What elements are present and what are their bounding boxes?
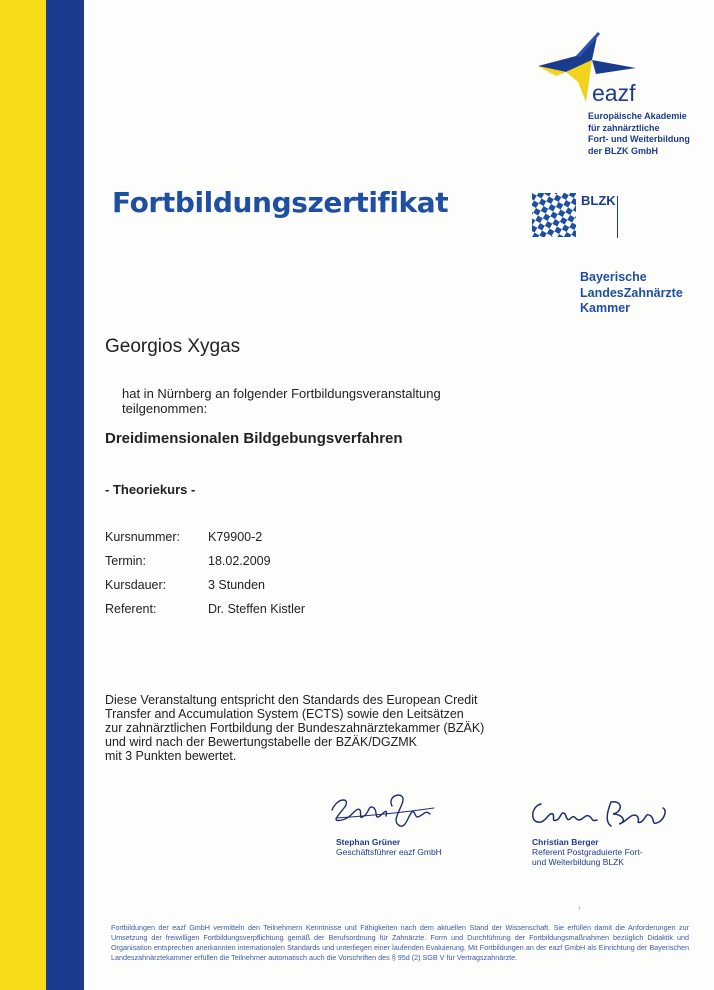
signer-name: Stephan Grüner (336, 837, 401, 847)
ects-statement: Diese Veranstaltung entspricht den Standards des European Credit Transfer and Accumulation System (ECTS) sowie den Leitsätzen zur zahnärztlichen Fortbildung der Bundeszahnärztekammer (BZÄK) und wird nach der Bewertungstabelle der BZÄK/DGZMK mit 3 Punkten bewertet. (105, 693, 485, 763)
detail-label: Referent: (105, 602, 157, 616)
blzk-divider (617, 196, 618, 238)
eazf-brand: eazf (592, 80, 636, 106)
blue-border-stripe (46, 0, 84, 990)
blzk-full-name: Bayerische LandesZahnärzte Kammer (580, 270, 683, 315)
detail-label: Kursnummer: (105, 530, 181, 544)
bavarian-lozenge-icon (532, 193, 576, 237)
signature-gruener (326, 788, 441, 833)
detail-value: Dr. Steffen Kistler (208, 602, 306, 616)
stray-mark: › (578, 903, 581, 912)
yellow-border-stripe (0, 0, 46, 990)
signature-berger (527, 792, 677, 832)
detail-label: Kursdauer: (105, 578, 167, 592)
course-subtitle: - Theoriekurs - (105, 482, 196, 497)
signer-gruener (336, 837, 442, 857)
blzk-abbreviation: BLZK (581, 193, 616, 208)
eazf-tagline: Europäische Akademie für zahnärztliche Fort- und Weiterbildung der BLZK GmbH (588, 111, 690, 156)
certificate-title: Fortbildungszertifikat (112, 186, 449, 219)
participation-statement: hat in Nürnberg an folgender Fortbildungsveranstaltung teilgenommen: (122, 386, 441, 416)
detail-label: Termin: (105, 554, 146, 568)
signer-role: und Weiterbildung BLZK (532, 857, 624, 867)
course-title: Dreidimensionalen Bildgebungsverfahren (105, 430, 403, 447)
detail-value: 3 Stunden (208, 578, 265, 592)
detail-value: 18.02.2009 (208, 554, 271, 568)
signer-name: Christian Berger (532, 837, 599, 847)
signer-berger (532, 837, 643, 867)
signer-role: Referent Postgraduierte Fort- (532, 847, 643, 857)
footer-note: Fortbildungen der eazf GmbH vermitteln den Teilnehmern Kenntnisse und Fähigkeiten nach dem aktuellen Stand der Wissenschaft. Sie erfüllen damit die Anforderungen zur Umsetzung der freiwilligen Fortbildungsverpflichtung gemäß der Berufsordnung für Zahnärzte. Form und Durchführung der Fortbildungsmaßnahmen bezüglich Didaktik und Organisation entsprechen anerkannten internationalen Standards und unterliegen einer laufenden Evaluierung. Mit Fortbildungen an der eazf GmbH als Einrichtung der Bayerischen Landeszahnärztekammer erfüllen die Teilnehmer automatisch auch die Vorschriften des § 95d (2) SGB V für Vertragszahnärzte. (111, 923, 689, 962)
participant-name: Georgios Xygas (105, 336, 241, 357)
signer-role: Geschäftsführer eazf GmbH (336, 847, 442, 857)
detail-value: K79900-2 (208, 530, 263, 544)
